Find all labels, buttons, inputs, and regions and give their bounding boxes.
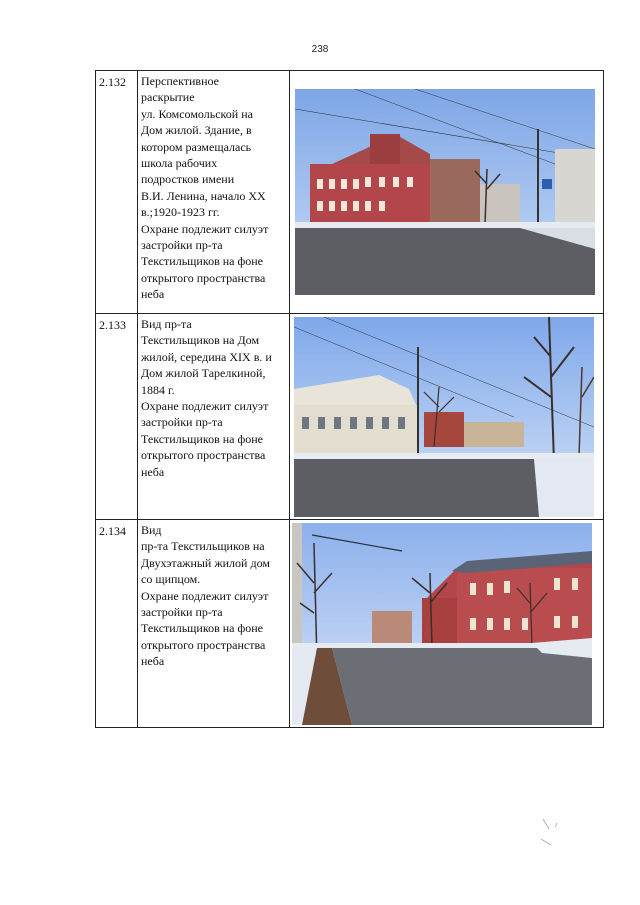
table-row xyxy=(96,314,604,520)
description-line: школа рабочих xyxy=(141,156,218,171)
description-line: Двухэтажный жилой дом xyxy=(141,555,270,570)
description-line: раскрытие xyxy=(141,90,195,105)
row-number: 2.132 xyxy=(96,71,138,314)
description-line: застройки пр-та xyxy=(141,238,223,253)
monuments-table xyxy=(95,70,604,728)
description-line: Охране подлежит силуэт xyxy=(141,588,269,603)
description-line: Охране подлежит силуэт xyxy=(141,399,269,414)
row-description xyxy=(138,314,290,520)
description-line: Текстильщиков на фоне xyxy=(141,621,264,636)
page-number: 238 xyxy=(311,44,329,55)
description-line: Текстильщиков на фоне xyxy=(141,254,264,269)
row-number: 2.133 xyxy=(96,314,138,520)
description-line: пр-та Текстильщиков на xyxy=(141,539,265,554)
table-row xyxy=(96,520,604,728)
photo-cell xyxy=(290,71,604,314)
table-row xyxy=(96,71,604,314)
row-description xyxy=(138,520,290,728)
description-line: подростков имени xyxy=(141,172,235,187)
street-photo-2-132 xyxy=(295,89,595,295)
description-line: В.И. Ленина, начало XX xyxy=(141,188,266,203)
description-line: жилой, середина XIX в. и xyxy=(141,349,272,364)
description-line: Вид xyxy=(141,523,162,537)
photo-cell xyxy=(290,520,604,728)
description-line: со щипцом. xyxy=(141,572,201,587)
description-line: Текстильщиков на фоне xyxy=(141,431,264,446)
description-line: застройки пр-та xyxy=(141,415,223,430)
description-line: неба xyxy=(141,287,165,302)
description-line: Перспективное xyxy=(141,74,219,88)
description-line: Дом жилой. Здание, в xyxy=(141,123,252,138)
street-photo-2-133 xyxy=(294,317,594,517)
row-number: 2.134 xyxy=(96,520,138,728)
description-line: Дом жилой Тарелкиной, xyxy=(141,366,266,381)
row-description xyxy=(138,71,290,314)
street-photo-2-134 xyxy=(292,523,592,725)
description-line: неба xyxy=(141,464,165,479)
description-line: котором размещалась xyxy=(141,139,252,154)
description-line: застройки пр-та xyxy=(141,605,223,620)
description-line: в.;1920-1923 гг. xyxy=(141,205,220,220)
description-line: открытого пространства xyxy=(141,637,266,652)
description-line: открытого пространства xyxy=(141,448,266,463)
description-line: Текстильщиков на Дом xyxy=(141,333,260,348)
description-line: Вид пр-та xyxy=(141,317,192,331)
description-line: открытого пространства xyxy=(141,270,266,285)
description-line: 1884 г. xyxy=(141,382,175,397)
description-line: Охране подлежит силуэт xyxy=(141,221,269,236)
description-line: ул. Комсомольской на xyxy=(141,106,253,121)
scan-mark xyxy=(535,815,575,855)
photo-cell xyxy=(290,314,604,520)
description-line: неба xyxy=(141,654,165,669)
